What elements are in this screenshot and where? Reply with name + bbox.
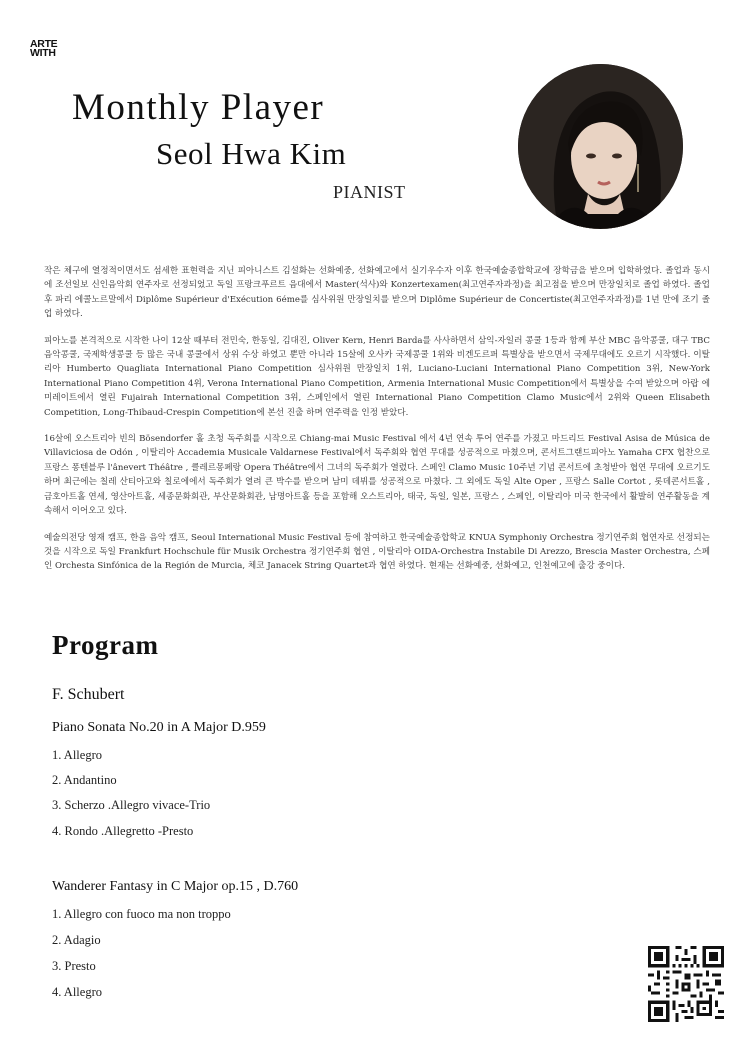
- bio-paragraph: 16살에 오스트리아 빈의 Bösendorfer 홀 초청 독주회를 시작으로 Chiang-mai Music Festival 에서 4년 연속 투어 연주를 가졌고 마드리드 Festival Asisa de Música de Villaviciosa de Odón , 이탈리아 Accademia Musicale Valdarnese Festival에서 독주회와 협연 무대를 성공적으로 마쳤으며, 콘서트그랜드피아노 Yamaha CFX 협찬으로 프랑스 퐁텐블루 l'ânevert Théâtre , 클레르몽페랑 Opera Théâtre에서 그녀의 독주회가 열렸다. 스페인 Clamo Music 10주년 기념 콘서트에 초청받아 협연 무대에 오르기도 하며 최근에는 칠레 산티아고와 칠로에에서 독주회가 열려 큰 박수를 받으며 남미 데뷔를 성공적으로 마쳤다. 그 외에도 독일 Alte Oper , 프랑스 Salle Cortot , 롯데콘서트홀 ,금호아트홀 연세, 영산아트홀, 세종문화회관, 부산문화회관, 남명아트홀 등을 포함해 오스트리아, 태국, 독일, 일본, 프랑스 , 스페인, 이탈리아 미국 한국에서 활발히 연주활동을 계속해서 이어오고 있다.: [44, 434, 710, 517]
- bio-paragraph: 피아노를 본격적으로 시작한 나이 12살 때부터 전민숙, 한동일, 김대진, Oliver Kern, Henri Barda를 사사하면서 삼익-자일러 콩쿨 1등과 함께 부산 MBC 음악콩쿨, 대구 TBC 음악콩쿨, 국제학생콩쿨 등 많은 국내 콩쿨에서 상위 수상 하였고 뿐만 아니라 15살에 오사카 국제콩쿨 1위와 비겐도르퍼 특별상을 받으면서 국제무대에도 오르기 시작했다. 이탈리아 Humberto Quagliata International Piano Competition 심사위원 만장일치 1위, Luciano-Luciani International Piano Competition 3위, New-York International Piano Competition 4위, Verona International Piano Competition, Armenia International Music Competition에서 특별상을 수여 받았으며 아랍 에미레이트에서 열린 Fujairah International Competition 3위, 스페인에서 열린 International Piano Competition Clamo Music에서 2위와 Queen Elisabeth Competition, Long-Thibaud-Crespin Competition에 본선 진출 하며 연주력을 인정 받았다.: [44, 335, 710, 418]
- program-heading: Program: [52, 630, 159, 660]
- artist-name: Seol Hwa Kim: [156, 136, 347, 171]
- movement-item: 1. Allegro con fuoco ma non troppo: [52, 907, 231, 921]
- program-section: [52, 630, 612, 999]
- movement-item: 4. Allegro: [52, 985, 102, 999]
- logo-line-2: WITH: [30, 47, 56, 59]
- movement-item: 1. Allegro: [52, 748, 102, 762]
- movement-item: 4. Rondo .Allegretto -Presto: [52, 824, 194, 838]
- movement-item: 3. Presto: [52, 959, 96, 973]
- artewith-logo: [30, 40, 57, 58]
- movement-item: 2. Adagio: [52, 933, 101, 947]
- movement-item: 3. Scherzo .Allegro vivace-Trio: [52, 798, 211, 812]
- composer-name: F. Schubert: [52, 686, 125, 703]
- page-title: Monthly Player: [72, 87, 325, 128]
- bio-paragraph: 예술의전당 영재 캠프, 한음 음악 캠프, Seoul International Music Festival 등에 참여하고 한국예술종합학교 KNUA Symphoniy Orchestra 정기연주회 협연자로 선정되는 것을 시작으로 독일 Frankfurt Hochschule für Musik Orchestra 정기연주회 협연 , 이탈리아 OIDA-Orchestra Instabile Di Arezzo, Brescia Master Orchestra, 스페인 Orchesta Sinfónica de la Región de Murcia, 체코 Janacek String Quartet과 협연 하였다. 현재는 선화예중, 선화예고, 인천예고에 출강 중이다.: [44, 532, 710, 572]
- artist-portrait: [518, 64, 683, 229]
- piece-title: Piano Sonata No.20 in A Major D.959: [52, 720, 266, 735]
- qr-code[interactable]: [648, 946, 724, 1022]
- artist-role: PIANIST: [333, 182, 406, 202]
- piece-title: Wanderer Fantasy in C Major op.15 , D.760: [52, 879, 299, 894]
- movement-item: 2. Andantino: [52, 773, 117, 787]
- bio-paragraph: 작은 체구에 열정적이면서도 섬세한 표현력을 지닌 피아니스트 김설화는 선화예중, 선화예고에서 실기우수자 이후 한국예술종합학교에 장학금을 받으며 입학하였다. 졸업과 동시에 조선일보 신인음악회 연주자로 선정되었고 독일 프랑크푸르트 음대에서 Master(석사)와 Konzertexamen(최고연주자과정)을 최고점을 받으며 만장일치로 졸업 하였다. 졸업 후 파리 에콜노르말에서 Diplôme Supérieur d'Exécution 6éme를 심사위원 만장일치를 받으며 Diplôme Supérieur de Concertiste(최고연주자과정)를 1년 만에 조기 졸업 하였다.: [44, 266, 710, 320]
- artist-biography: [44, 264, 710, 586]
- logo-line-1: ARTE: [30, 38, 58, 50]
